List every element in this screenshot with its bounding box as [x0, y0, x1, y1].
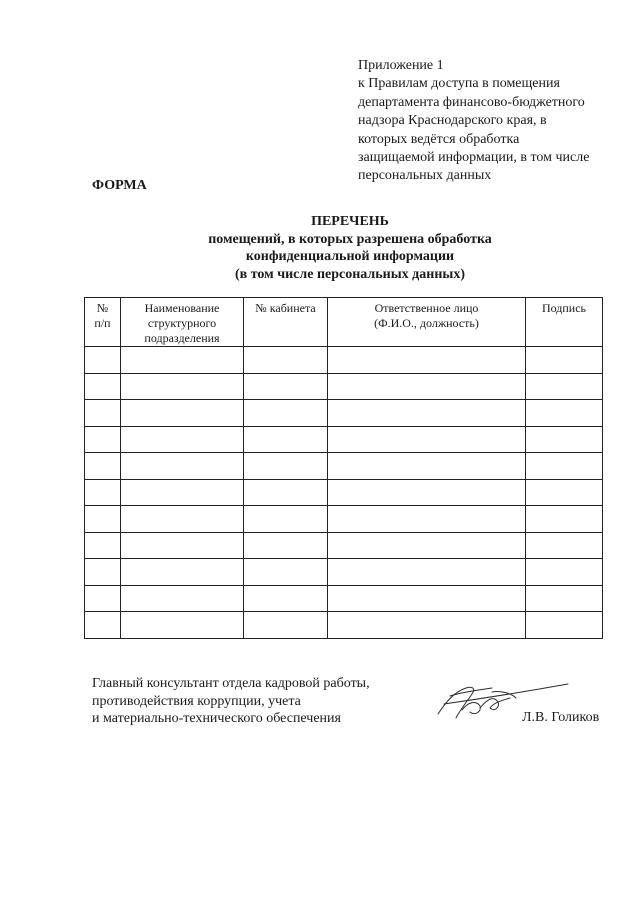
- table-cell: [85, 400, 121, 427]
- table-cell: [526, 426, 603, 453]
- column-header-office: № кабинета: [244, 298, 328, 347]
- appendix-line: департамента финансово-бюджетного: [358, 94, 585, 110]
- table-cell: [85, 506, 121, 533]
- title-heading: ПЕРЕЧЕНЬ: [311, 214, 389, 229]
- table-cell: [85, 559, 121, 586]
- table-cell: [121, 347, 244, 374]
- table-cell: [328, 585, 526, 612]
- appendix-line: защищаемой информации, в том числе: [358, 150, 590, 166]
- table-cell: [121, 453, 244, 480]
- table-cell: [121, 532, 244, 559]
- table-cell: [328, 532, 526, 559]
- table-cell: [121, 612, 244, 639]
- appendix-reference: [358, 57, 628, 186]
- table-cell: [328, 400, 526, 427]
- table-cell: [121, 585, 244, 612]
- table-row: [85, 506, 603, 533]
- table-cell: [244, 347, 328, 374]
- title-line: конфиденциальной информации: [245, 249, 455, 264]
- table-cell: [244, 612, 328, 639]
- table-cell: [526, 347, 603, 374]
- position-line: и материально-технического обеспечения: [92, 711, 341, 726]
- table-cell: [121, 506, 244, 533]
- appendix-line: которых ведётся обработка: [358, 131, 520, 147]
- column-header-number: № п/п: [85, 298, 121, 347]
- form-label: ФОРМА: [92, 178, 147, 193]
- table-row: [85, 479, 603, 506]
- table-cell: [244, 506, 328, 533]
- table-row: [85, 612, 603, 639]
- table-row: [85, 559, 603, 586]
- table-row: [85, 426, 603, 453]
- table-cell: [244, 532, 328, 559]
- table-header-row: [85, 298, 603, 347]
- table-cell: [328, 506, 526, 533]
- table-cell: [85, 532, 121, 559]
- table-cell: [328, 453, 526, 480]
- appendix-line: надзора Краснодарского края, в: [358, 113, 547, 129]
- table-cell: [121, 400, 244, 427]
- table-cell: [244, 585, 328, 612]
- table-cell: [85, 347, 121, 374]
- table-cell: [121, 426, 244, 453]
- column-header-responsible: Ответственное лицо (Ф.И.О., должность): [328, 298, 526, 347]
- table-cell: [328, 373, 526, 400]
- position-line: противодействия коррупции, учета: [92, 693, 301, 709]
- table-cell: [526, 479, 603, 506]
- table-row: [85, 532, 603, 559]
- table-row: [85, 585, 603, 612]
- table-cell: [526, 585, 603, 612]
- title-line: помещений, в которых разрешена обработка: [208, 231, 492, 247]
- signer-name: Л.В. Голиков: [522, 710, 600, 725]
- table-cell: [526, 506, 603, 533]
- table-cell: [85, 585, 121, 612]
- table-cell: [526, 532, 603, 559]
- table-row: [85, 453, 603, 480]
- table-cell: [328, 347, 526, 374]
- table-cell: [526, 612, 603, 639]
- appendix-line: к Правилам доступа в помещения: [358, 76, 560, 92]
- table-cell: [328, 479, 526, 506]
- table-row: [85, 373, 603, 400]
- table-cell: [244, 400, 328, 427]
- table-cell: [526, 453, 603, 480]
- table-cell: [85, 373, 121, 400]
- table-cell: [526, 559, 603, 586]
- table-cell: [85, 479, 121, 506]
- table-cell: [85, 612, 121, 639]
- table-row: [85, 400, 603, 427]
- table-cell: [328, 612, 526, 639]
- table-cell: [244, 426, 328, 453]
- column-header-signature: Подпись: [526, 298, 603, 347]
- table-cell: [526, 373, 603, 400]
- table-cell: [526, 400, 603, 427]
- table-cell: [121, 559, 244, 586]
- column-header-department: Наименование структурного подразделения: [121, 298, 244, 347]
- appendix-line: персональных данных: [358, 168, 492, 184]
- table-cell: [85, 453, 121, 480]
- table-cell: [328, 426, 526, 453]
- position-line: Главный консультант отдела кадровой работы,: [92, 676, 370, 691]
- table-row: [85, 347, 603, 374]
- table-cell: [328, 559, 526, 586]
- table-cell: [121, 373, 244, 400]
- table-cell: [244, 453, 328, 480]
- table-cell: [121, 479, 244, 506]
- premises-table: [84, 297, 603, 639]
- appendix-line: Приложение 1: [358, 58, 444, 73]
- table-cell: [244, 373, 328, 400]
- table-cell: [85, 426, 121, 453]
- document-title: [150, 213, 550, 283]
- signatory-position: [92, 675, 370, 728]
- table-cell: [244, 559, 328, 586]
- table-body: [85, 347, 603, 639]
- table-cell: [244, 479, 328, 506]
- title-line: (в том числе персональных данных): [235, 266, 465, 282]
